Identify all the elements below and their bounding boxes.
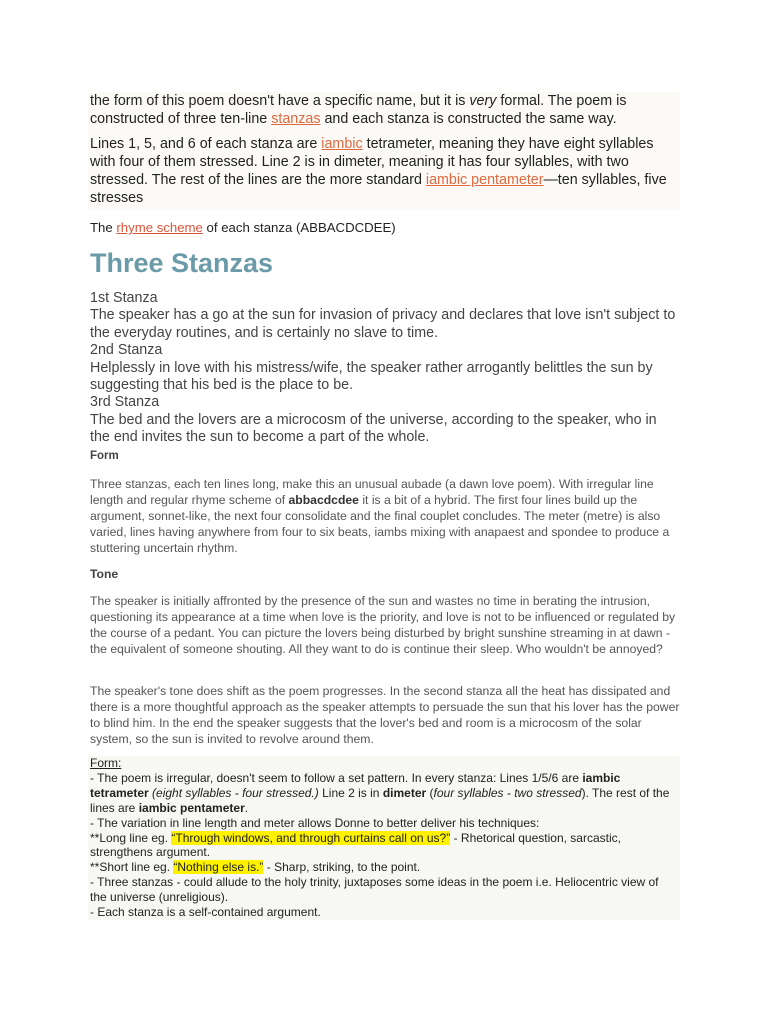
stanza-text: Helplessly in love with his mistress/wife, the speaker rather arrogantly belittles the sun by suggesting that his bed is the place to be. [90, 359, 653, 394]
stanza-text: The bed and the lovers are a microcosm of the universe, according to the speaker, who in the end invites the sun to become a part of the whole. [90, 411, 657, 446]
note-line: **Long line eg. “Through windows, and through curtains call on us?” - Rhetorical question, sarcastic, strengthens argument. [90, 830, 621, 860]
stanza-summaries [90, 290, 680, 447]
stanza-text: The speaker has a go at the sun for invasion of privacy and declares that love isn't subject to the everyday routines, and is certainly no slave to time. [90, 307, 676, 341]
stanzas-link[interactable]: stanzas [271, 111, 321, 127]
note-line: - Three stanzas - could allude to the holy trinity, juxtaposes some ideas in the poem i.e. Heliocentric view of the universe (unreligious). [90, 875, 659, 905]
stanza-label: 2nd Stanza [90, 342, 163, 359]
note-line: - The poem is irregular, doesn't seem to follow a set pattern. In every stanza: Lines 1/5/6 are iambic tetrameter (eight syllables - four stressed.) Line 2 is in dimeter (four syllables - two stressed). The rest of the lines are iambic pentameter. [90, 770, 670, 815]
stanza-label: 1st Stanza [90, 290, 158, 306]
tone-paragraph: The speaker's tone does shift as the poem progresses. In the second stanza all the heat has dissipated and there is a more thoughtful approach as the speaker attempts to persuade the sun that his lover has the power to blind him. In the end the speaker suggests that the lover's bed and room is a microcosm of the solar system, so the sun is invited to revolve around them. [90, 684, 680, 746]
intro-paragraph-form: the form of this poem doesn't have a specific name, but it is very formal. The poem is constructed of three ten-line stanzas and each stanza is constructed the same way. [90, 93, 627, 127]
note-line: **Short line eg. “Nothing else is.” - Sharp, striking, to the point. [90, 860, 421, 875]
note-line: - The variation in line length and meter allows Donne to better deliver his techniques: [90, 815, 540, 830]
iambic-link[interactable]: iambic [321, 136, 363, 152]
form-heading: Form [90, 450, 119, 462]
form-notes-block [88, 756, 680, 920]
intro-block [88, 92, 680, 210]
highlighted-quote: “Through windows, and through curtains call on us?” [171, 830, 451, 845]
note-line: - Each stanza is a self-contained argument. [90, 905, 321, 920]
stanza-label: 3rd Stanza [90, 394, 160, 411]
tone-heading: Tone [90, 567, 119, 581]
form-notes-title: Form: [90, 756, 122, 770]
rhyme-scheme-link[interactable]: rhyme scheme [116, 220, 203, 235]
tone-paragraph: The speaker is initially affronted by the presence of the sun and wastes no time in berating the intrusion, questioning its appearance at a time when love is the priority, and love is not to be influenced or regulated by the course of a pedant. You can picture the lovers being disturbed by bright sunshine streaming in at dawn - the equivalent of someone shouting. All they want to do is continue their sleep. Who wouldn't be annoyed? [90, 594, 676, 656]
emphasis-very: very [469, 93, 497, 109]
iambic-pentameter-link[interactable]: iambic pentameter [425, 172, 544, 188]
form-paragraph: Three stanzas, each ten lines long, make this an unusual aubade (a dawn love poem). With irregular line length and regular rhyme scheme of abbacdcdee it is a bit of a hybrid. The first four lines build up the argument, sonnet-like, the next four consolidate and the final couplet concludes. The meter (metre) is also varied, lines having anywhere from four to six beats, iambs mixing with anapaest and spondee to produce a stuttering uncertain rhythm. [90, 477, 670, 555]
intro-paragraph-meter: Lines 1, 5, and 6 of each stanza are iambic tetrameter, meaning they have eight syllables with four of them stressed. Line 2 is in dimeter, meaning it has four syllables, with two stressed. The rest of the lines are the more standard iambic pentameter—ten syllables, five stresses [90, 136, 667, 206]
rhyme-scheme-line: The rhyme scheme of each stanza (ABBACDCDEE) [90, 220, 396, 235]
highlighted-quote: “Nothing else is.” [173, 860, 264, 875]
three-stanzas-heading: Three Stanzas [90, 248, 274, 278]
rhyme-scheme-bold: abbacdcdee [288, 493, 359, 507]
